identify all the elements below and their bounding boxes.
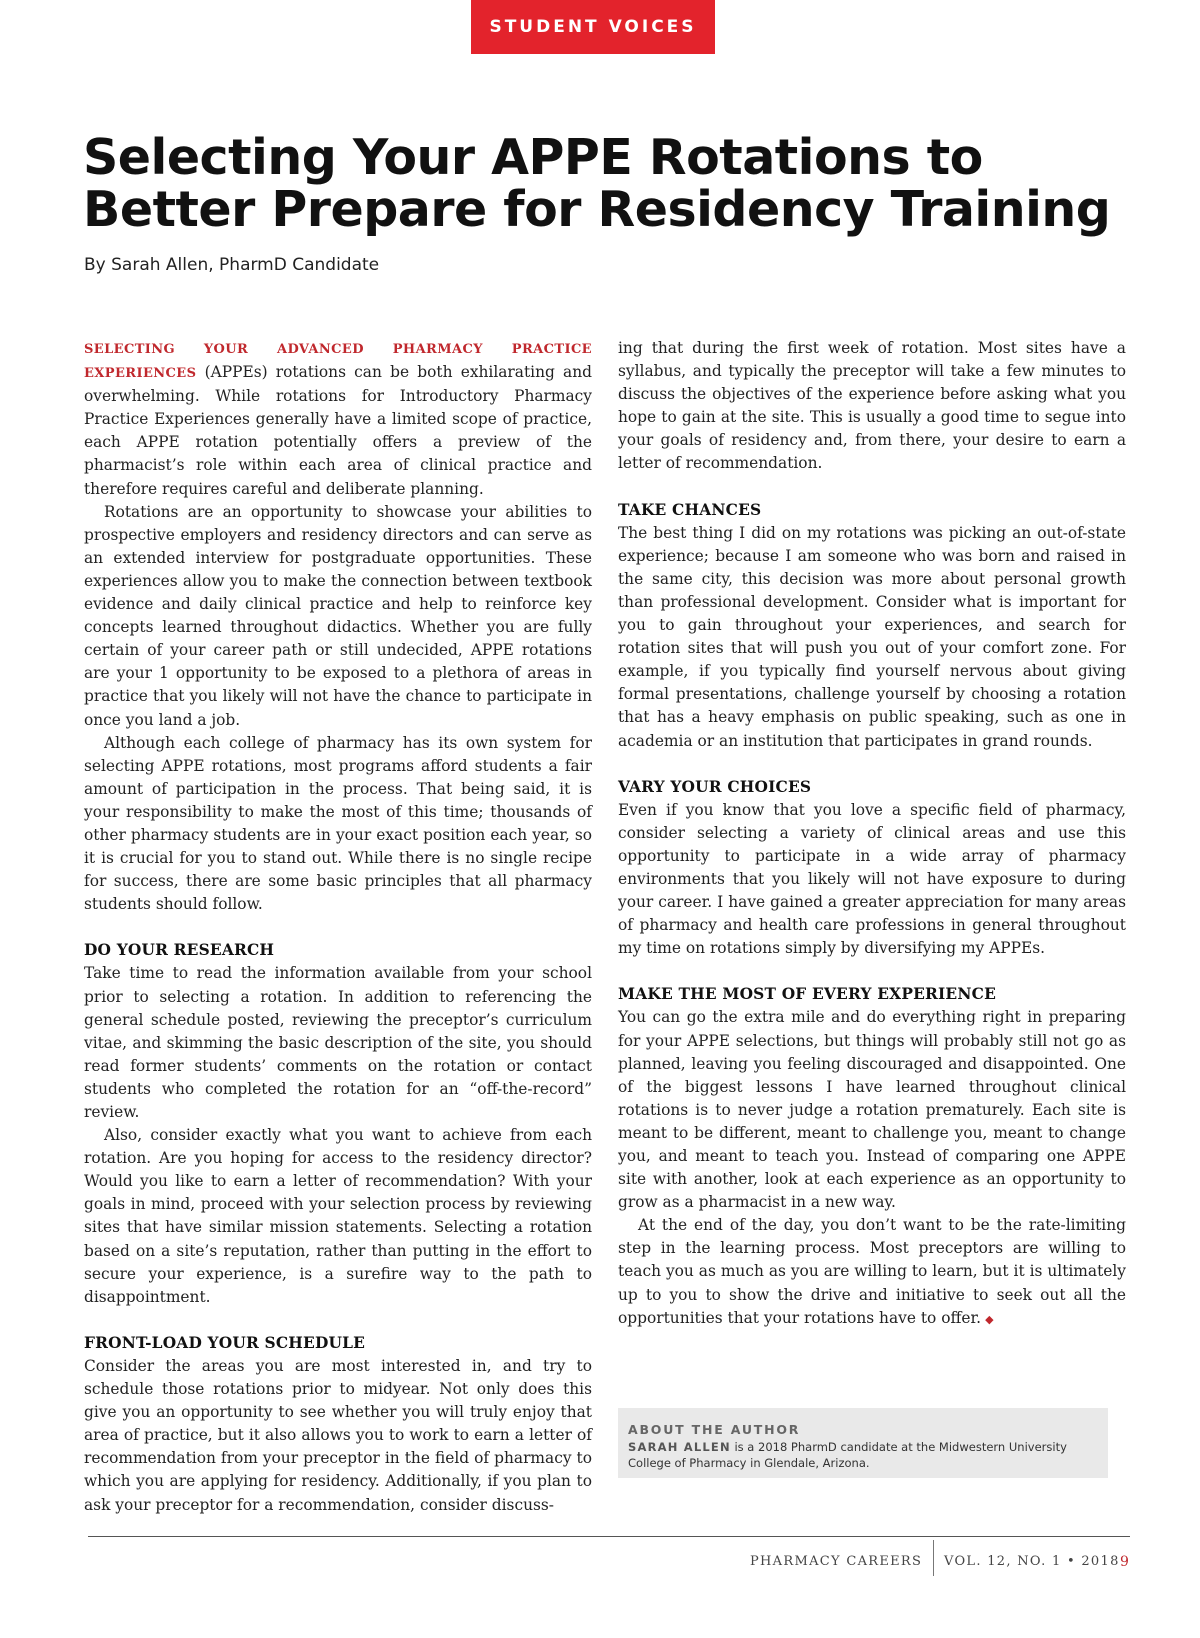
most-p2-text: At the end of the day, you don’t want to be the rate-limiting step in the learning process. Most preceptors are willing to teach you as much as you are willing to learn, but it is ultimately up to you to show the drive and initiative to seek out all the opportunities that your rotations have to offer. — [618, 1216, 1126, 1327]
heading-most: MAKE THE MOST OF EVERY EXPERIENCE — [618, 985, 996, 1004]
intro-p1-text: (APPEs) rotations can be both exhilarating and overwhelming. While rotations for Introductory Pharmacy Practice Experiences generally have a limited scope of practice, each APPE rotation potentially offers a preview of the pharmacist’s role within each area of clinical practice and therefore requires careful and deliberate planning. — [84, 363, 592, 498]
intro-paragraph-2: Rotations are an opportunity to showcase your abilities to prospective employers and residency directors and can serve as an extended interview for postgraduate opportunities. These experiences allow you to make the connection between textbook evidence and daily clinical practice and help to reinforce key concepts learned throughout didactics. Whether you are fully certain of your career path or still undecided, APPE rotations are your 1 opportunity to be exposed to a plethora of areas in practice that you likely will not have the chance to participate in once you land a job. — [84, 502, 592, 729]
chances-paragraph-1: The best thing I did on my rotations was picking an out-of-state experience; because I am someone who was born and raised in the same city, this decision was more about personal growth than professional development. Consider what is important for you to gain throughout your experiences, and search for rotation sites that will push you out of your comfort zone. For example, if you typically find yourself nervous about giving formal presentations, challenge yourself by choosing a rotation that has a heavy emphasis on public speaking, such as one in academia or an institution that participates in grand rounds. — [618, 523, 1126, 750]
heading-chances: TAKE CHANCES — [618, 500, 762, 519]
most-paragraph-1: You can go the extra mile and do everything right in preparing for your APPE selections, but things will probably still not go as planned, leaving you feeling discouraged and disappointed. One of the biggest lessons I have learned throughout clinical rotations is to never judge a rotation prematurely. Each site is meant to be different, meant to challenge you, meant to change you, and meant to teach you. Instead of comparing one APPE site with another, look at each experience as an opportunity to grow as a pharmacist in a new way. — [618, 1008, 1126, 1212]
column-left — [84, 337, 592, 1517]
author-name: SARAH ALLEN — [628, 1440, 731, 1454]
footer-publication: PHARMACY CAREERS — [750, 1554, 923, 1569]
column-right — [618, 337, 1126, 1331]
frontload-paragraph-1a: Consider the areas you are most interested in, and try to schedule those rotations prior to midyear. Not only does this give you an opportunity to see whether you will truly enjoy that area of practice, but it also allows you to work to earn a letter of recommendation from your preceptor in the field of pharmacy to which you are applying for residency. Additionally, if you plan to ask your preceptor for a recommendation, consider discuss- — [84, 1356, 592, 1514]
about-author-box — [618, 1408, 1108, 1478]
author-bio: is a 2018 PharmD candidate at the Midwestern University College of Pharmacy in Glendale, Arizona. — [628, 1440, 1067, 1470]
lead-in: SELECTING YOUR ADVANCED PHARMACY PRACTICE EXPERIENCES — [84, 342, 592, 382]
about-author-heading: ABOUT THE AUTHOR — [628, 1422, 801, 1437]
about-author-text — [628, 1439, 1098, 1471]
article-title: Selecting Your APPE Rotations to Better Prepare for Residency Training — [83, 129, 1111, 238]
most-paragraph-2 — [618, 1214, 1126, 1330]
byline: By Sarah Allen, PharmD Candidate — [84, 255, 380, 275]
intro-paragraph-1 — [84, 337, 592, 501]
frontload-paragraph-1b: ing that during the first week of rotation. Most sites have a syllabus, and typically the preceptor will take a few minutes to discuss the objectives of the experience before asking what you hope to gain at the site. This is usually a good time to segue into your goals of residency and, from there, your desire to earn a letter of recommendation. — [618, 339, 1126, 473]
heading-research: DO YOUR RESEARCH — [84, 941, 275, 960]
footer-rule — [88, 1536, 1130, 1537]
end-mark-icon: ◆ — [985, 1312, 994, 1326]
research-paragraph-1: Take time to read the information available from your school prior to selecting a rotation. In addition to referencing the general schedule posted, reviewing the preceptor’s curriculum vitae, and skimming the basic description of the site, you should read former students’ comments on the rotation or contact students who completed the rotation for an “off-the-record” review. — [84, 964, 592, 1121]
heading-vary: VARY YOUR CHOICES — [618, 777, 812, 796]
section-tab: STUDENT VOICES — [471, 0, 715, 54]
intro-paragraph-3: Although each college of pharmacy has its own system for selecting APPE rotations, most programs afford students a fair amount of participation in the process. That being said, it is your responsibility to make the most of this time; thousands of other pharmacy students are in your exact position each year, so it is crucial for you to stand out. While there is no single recipe for success, there are some basic principles that all pharmacy students should follow. — [84, 733, 592, 914]
research-paragraph-2: Also, consider exactly what you want to achieve from each rotation. Are you hoping for access to the residency director? Would you like to earn a letter of recommendation? With your goals in mind, proceed with your selection process by reviewing sites that have similar mission statements. Selecting a rotation based on a site’s reputation, rather than putting in the effort to secure your experience, is a surefire way to the path to disappointment. — [84, 1126, 592, 1306]
footer-divider — [933, 1540, 934, 1576]
footer-volume: VOL. 12, NO. 1 • 2018 — [944, 1554, 1120, 1569]
page-number: 9 — [1120, 1554, 1129, 1570]
vary-paragraph-1: Even if you know that you love a specific field of pharmacy, consider selecting a variety of clinical areas and use this opportunity to participate in a wide array of pharmacy environments that you likely will not have exposure to during your career. I have gained a greater appreciation for many areas of pharmacy and health care professions in general throughout my time on rotations simply by diversifying my APPEs. — [618, 800, 1126, 958]
heading-frontload: FRONT-LOAD YOUR SCHEDULE — [84, 1333, 366, 1352]
